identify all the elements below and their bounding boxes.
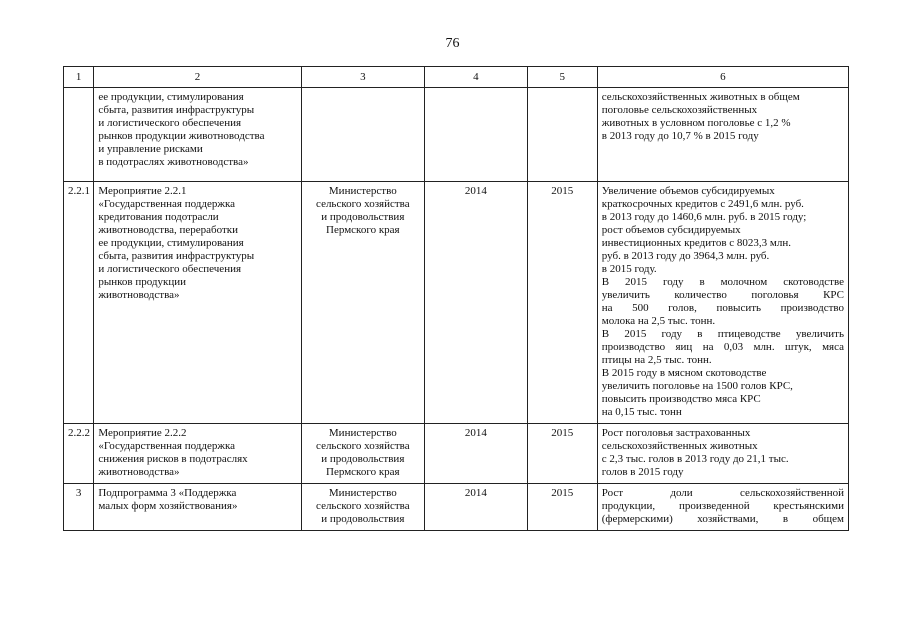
text-line: Мероприятие 2.2.2 [98, 427, 187, 439]
text-line: продукции, произведенной крестьянскими [601, 500, 844, 512]
measure-name-cell [94, 484, 301, 531]
text-line: Мероприятие 2.2.1 [98, 185, 187, 197]
text-line: кредитования подотрасли [98, 211, 219, 223]
start-year-cell: 2014 [425, 484, 528, 531]
expected-result-cell [597, 182, 848, 424]
table-row [64, 182, 849, 424]
text-line: сбыта, развития инфраструктуры [98, 104, 255, 116]
text-line: сельскохозяйственных животных [601, 440, 758, 452]
executor-cell [301, 484, 425, 531]
text-line: в 2015 году. [601, 263, 657, 275]
text-line: Министерство [328, 185, 397, 197]
text-line: птицы на 2,5 тыс. тонн. [601, 354, 712, 366]
text-line: Министерство [328, 427, 397, 439]
text-line: В 2015 году в молочном скотоводстве [601, 276, 844, 288]
start-year-cell [425, 88, 528, 182]
text-line: в подотраслях животноводства» [98, 156, 249, 168]
column-header-1: 1 [64, 67, 94, 88]
expected-result-cell [597, 88, 848, 182]
text-line: в 2013 году до 1460,6 млн. руб. в 2015 году; [601, 211, 807, 223]
text-line: и продовольствия [321, 211, 405, 223]
text-line: Министерство [328, 487, 397, 499]
end-year-cell [527, 88, 597, 182]
executor-cell [301, 182, 425, 424]
text-line: производство яиц на 0,03 млн. штук, мяса [601, 341, 844, 353]
executor-cell [301, 424, 425, 484]
text-line: животноводства» [98, 289, 180, 301]
text-line: и управление рисками [98, 143, 203, 155]
program-table [63, 66, 849, 531]
text-line: повысить производство мяса КРС [601, 393, 761, 405]
measure-name-cell [94, 88, 301, 182]
text-line: В 2015 году в птицеводстве увеличить [601, 328, 844, 340]
text-line: сельского хозяйства [316, 500, 410, 512]
text-line: ее продукции, стимулирования [98, 237, 244, 249]
text-line: сельскохозяйственных животных в общем [601, 91, 800, 103]
column-header-5: 5 [527, 67, 597, 88]
text-line: рынков продукции [98, 276, 187, 288]
page-number: 76 [445, 36, 460, 51]
table-row [64, 88, 849, 182]
text-line: «Государственная поддержка [98, 440, 236, 452]
text-line: в 2013 году до 10,7 % в 2015 году [601, 130, 759, 142]
text-line: рост объемов субсидируемых [601, 224, 741, 236]
end-year-cell: 2015 [527, 424, 597, 484]
text-line: сельского хозяйства [316, 440, 410, 452]
text-line: и логистического обеспечения [98, 263, 242, 275]
text-line: снижения рисков в подотраслях [98, 453, 248, 465]
text-line: Рост доли сельскохозяйственной [601, 487, 844, 499]
text-line: руб. в 2013 году до 3964,3 млн. руб. [601, 250, 770, 262]
row-number-cell: 3 [64, 484, 94, 531]
text-line: животных в условном поголовье с 1,2 % [601, 117, 791, 129]
text-line: рынков продукции животноводства [98, 130, 265, 142]
text-line: ее продукции, стимулирования [98, 91, 244, 103]
text-line: и продовольствия [321, 513, 405, 525]
text-line: на 0,15 тыс. тонн [601, 406, 682, 418]
text-line: Пермского края [326, 466, 400, 478]
header-row [64, 67, 849, 88]
text-line: Увеличение объемов субсидируемых [601, 185, 775, 197]
text-line: малых форм хозяйствования» [98, 500, 238, 512]
text-line: увеличить количество поголовья КРС [601, 289, 844, 301]
column-header-6: 6 [597, 67, 848, 88]
end-year-cell: 2015 [527, 182, 597, 424]
text-line: голов в 2015 году [601, 466, 684, 478]
column-header-2: 2 [94, 67, 301, 88]
row-number-cell [64, 88, 94, 182]
text-line: молока на 2,5 тыс. тонн. [601, 315, 716, 327]
measure-name-cell [94, 182, 301, 424]
text-line: Пермского края [326, 224, 400, 236]
column-header-4: 4 [425, 67, 528, 88]
text-line: (фермерскими) хозяйствами, в общем [601, 513, 844, 525]
text-line: животноводства» [98, 466, 180, 478]
text-line: увеличить поголовье на 1500 голов КРС, [601, 380, 793, 392]
start-year-cell: 2014 [425, 182, 528, 424]
column-header-3: 3 [301, 67, 425, 88]
text-line: на 500 голов, повысить производство [601, 302, 844, 314]
text-line: В 2015 году в мясном скотоводстве [601, 367, 767, 379]
expected-result-cell [597, 484, 848, 531]
text-line: сельского хозяйства [316, 198, 410, 210]
row-number-cell: 2.2.1 [64, 182, 94, 424]
start-year-cell: 2014 [425, 424, 528, 484]
end-year-cell: 2015 [527, 484, 597, 531]
text-line: Подпрограмма 3 «Поддержка [98, 487, 237, 499]
text-line: инвестиционных кредитов с 8023,3 млн. [601, 237, 791, 249]
text-line: Рост поголовья застрахованных [601, 427, 751, 439]
table-row [64, 424, 849, 484]
text-line: и логистического обеспечения [98, 117, 242, 129]
expected-result-cell [597, 424, 848, 484]
table-row [64, 484, 849, 531]
measure-name-cell [94, 424, 301, 484]
text-line: с 2,3 тыс. голов в 2013 году до 21,1 тыс. [601, 453, 789, 465]
executor-cell [301, 88, 425, 182]
text-line: «Государственная поддержка [98, 198, 236, 210]
row-number-cell: 2.2.2 [64, 424, 94, 484]
text-line: и продовольствия [321, 453, 405, 465]
text-line: поголовье сельскохозяйственных [601, 104, 758, 116]
text-line: животноводства, переработки [98, 224, 239, 236]
text-line: сбыта, развития инфраструктуры [98, 250, 255, 262]
text-line: краткосрочных кредитов с 2491,6 млн. руб. [601, 198, 804, 210]
